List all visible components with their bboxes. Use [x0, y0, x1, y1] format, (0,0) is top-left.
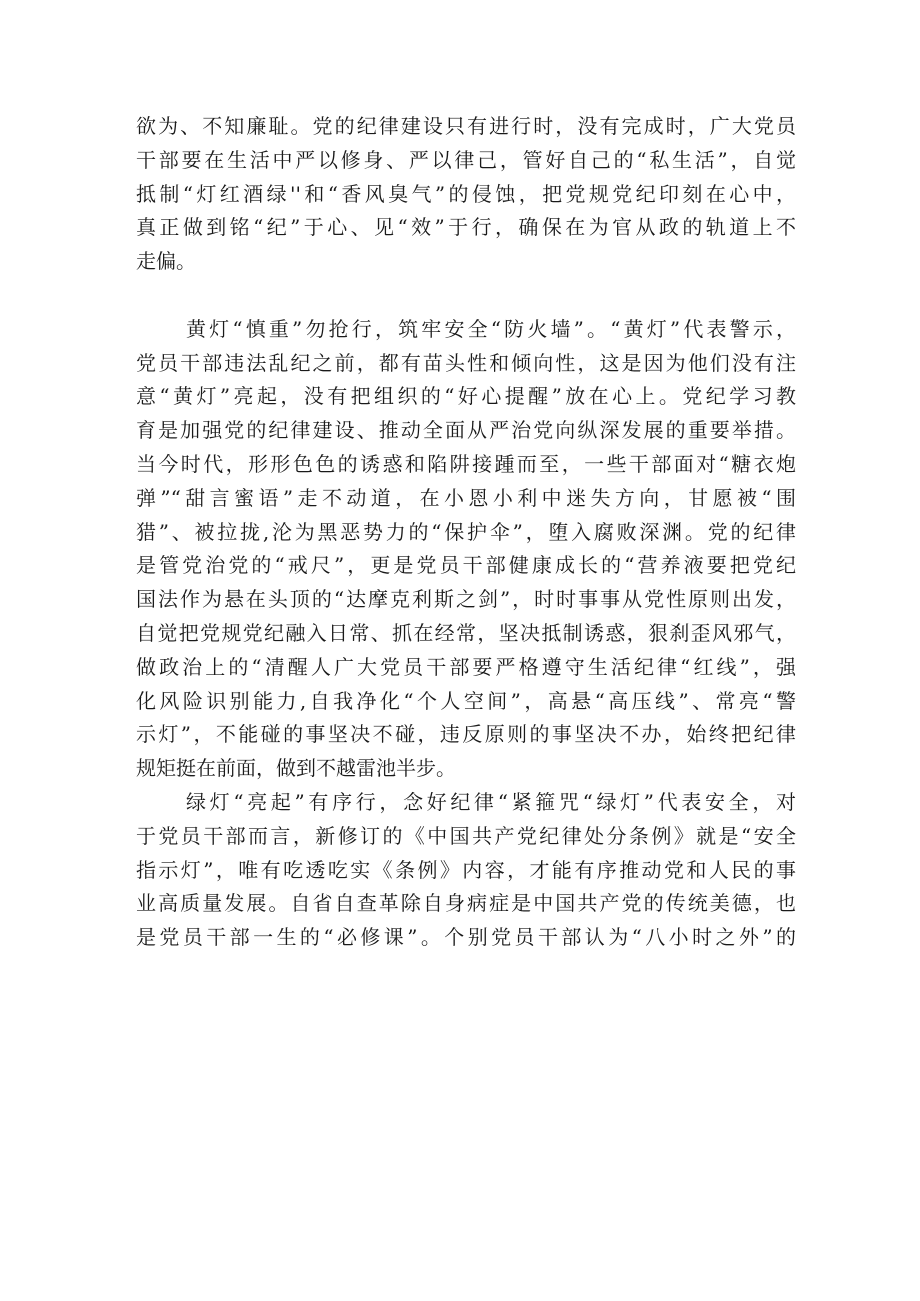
- paragraph-1: [136, 110, 796, 279]
- text-line: 业高质量发展。自省自查革除自身病症是中国共产党的传统美德，也: [136, 891, 796, 916]
- text-line: 绿灯“亮起”有序行，念好纪律“紧箍咒“绿灯”代表安全，对: [186, 789, 796, 814]
- text-line: 意“黄灯”亮起，没有把组织的“好心提醒”放在心上。党纪学习教: [136, 384, 796, 409]
- text-line: 当今时代，形形色色的诱惑和陷阱接踵而至，一些干部面对“糖衣炮: [136, 451, 796, 476]
- text-line: 真正做到铭“纪”于心、见“效”于行，确保在为官从政的轨道上不: [136, 215, 796, 240]
- text-line: 黄灯“慎重”勿抢行，筑牢安全“防火墙”。“黄灯”代表警示，: [186, 316, 796, 341]
- text-line: 是党员干部一生的“必修课”。个别党员干部认为“八小时之外”的: [136, 925, 796, 950]
- paragraph-spacer: [136, 279, 796, 313]
- text-line: 育是加强党的纪律建设、推动全面从严治党向纵深发展的重要举措。: [136, 418, 796, 443]
- text-line: 猎”、被拉拢,沦为黑恶势力的“保护伞”，堕入腐败深渊。党的纪律: [136, 519, 796, 544]
- text-line: 走偏。: [136, 249, 196, 274]
- text-line: 做政治上的“清醒人广大党员干部要严格遵守生活纪律“红线”，强: [136, 654, 796, 679]
- text-line: 指示灯”，唯有吃透吃实《条例》内容，才能有序推动党和人民的事: [136, 857, 796, 882]
- body-text: [136, 110, 796, 955]
- text-line: 示灯”，不能碰的事坚决不碰，违反原则的事坚决不办，始终把纪律: [136, 722, 796, 747]
- text-line: 规矩挺在前面，做到不越雷池半步。: [136, 756, 456, 781]
- text-line: 党员干部违法乱纪之前，都有苗头性和倾向性，这是因为他们没有注: [136, 350, 796, 375]
- text-line: 是管党治党的“戒尺”，更是党员干部健康成长的“营养液要把党纪: [136, 553, 796, 578]
- text-line: 抵制“灯红酒绿''和“香风臭气”的侵蚀，把党规党纪印刻在心中，: [136, 181, 796, 206]
- text-line: 化风险识别能力,自我净化“个人空间”，高悬“高压线”、常亮“警: [136, 688, 796, 713]
- text-line: 自觉把党规党纪融入日常、抓在经常，坚决抵制诱惑，狠刹歪风邪气，: [136, 620, 796, 645]
- paragraph-3: [136, 786, 796, 955]
- text-line: 欲为、不知廉耻。党的纪律建设只有进行时，没有完成时，广大党员: [136, 114, 796, 138]
- text-line: 国法作为悬在头顶的“达摩克利斯之剑”，时时事事从党性原则出发，: [136, 587, 796, 612]
- text-line: 弹”“甜言蜜语”走不动道，在小恩小利中迷失方向，甘愿被“围: [136, 485, 796, 510]
- paragraph-2: [136, 313, 796, 786]
- text-line: 于党员干部而言，新修订的《中国共产党纪律处分条例》就是“安全: [136, 823, 796, 848]
- text-line: 干部要在生活中严以修身、严以律己，管好自己的“私生活”，自觉: [136, 147, 796, 172]
